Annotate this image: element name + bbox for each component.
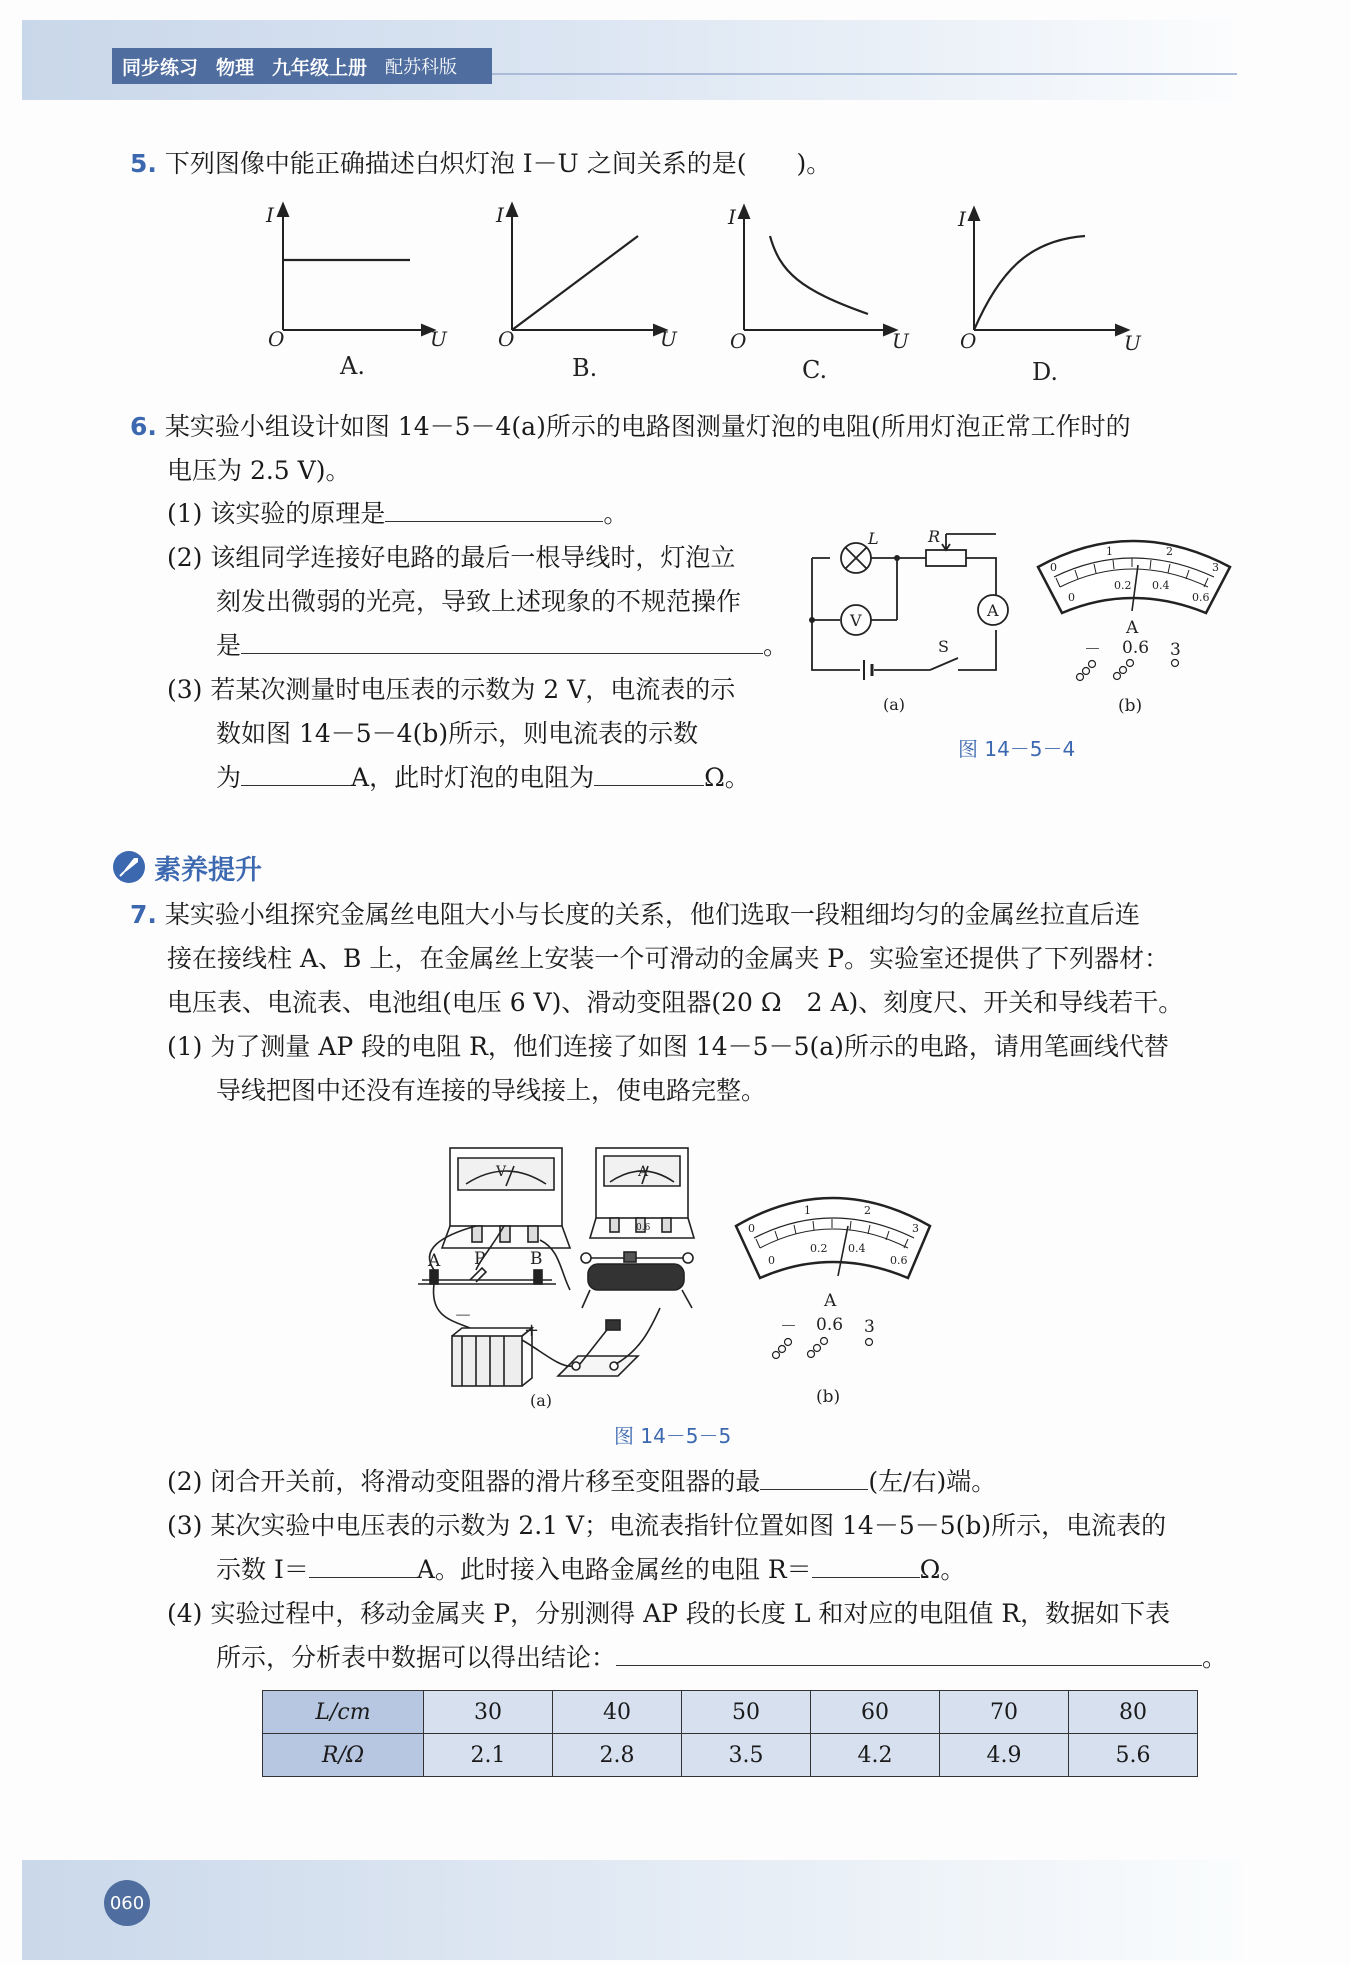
terminal-0-6: 0.6 bbox=[1122, 638, 1150, 658]
label-switch: S bbox=[938, 637, 949, 656]
option-c: C. bbox=[802, 356, 828, 384]
scale-top-3: 3 bbox=[1212, 561, 1219, 574]
data-table bbox=[262, 1690, 1198, 1777]
q6-number: 6. bbox=[130, 412, 157, 441]
scale5-top-0: 0 bbox=[748, 1222, 755, 1235]
q6-sub3-l3a: 为 bbox=[216, 763, 242, 792]
voltmeter-label: V bbox=[496, 1164, 507, 1180]
graph-d-x-label: U bbox=[1124, 331, 1141, 355]
ammeter-label: A bbox=[638, 1164, 649, 1180]
q5-text: 下列图像中能正确描述白炽灯泡 I－U 之间关系的是( )。 bbox=[164, 149, 832, 178]
graph-b bbox=[507, 204, 666, 335]
battery-minus: － bbox=[454, 1306, 472, 1327]
fig4-caption: 图 14－5－4 bbox=[958, 737, 1076, 761]
scale5-top-2: 2 bbox=[864, 1204, 871, 1217]
table-row-length bbox=[263, 1691, 1198, 1734]
ammeter-range-label: 0.6 bbox=[636, 1223, 651, 1233]
section-title-text: 素养提升 bbox=[154, 854, 262, 886]
q6-sub1 bbox=[167, 492, 628, 536]
table-cell: 50 bbox=[682, 1691, 811, 1734]
q7-sub4-blank[interactable] bbox=[616, 1637, 1202, 1666]
q6-sub3-l1: (3) 若某次测量时电压表的示数为 2 V，电流表的示 bbox=[167, 675, 736, 704]
switch-device bbox=[558, 1320, 638, 1376]
fig4-sub-b: (b) bbox=[1118, 696, 1143, 716]
scale5-top-3: 3 bbox=[912, 1222, 919, 1235]
q5-graphs bbox=[0, 0, 1350, 400]
page-number: 060 bbox=[104, 1880, 150, 1926]
ammeter-dial-b bbox=[1030, 525, 1240, 725]
terminal5-minus: － bbox=[780, 1317, 797, 1337]
q7-sub2 bbox=[167, 1460, 996, 1504]
table-cell: 3.5 bbox=[682, 1734, 811, 1777]
q6-sub2-blank[interactable] bbox=[241, 625, 763, 654]
graph-a bbox=[278, 204, 434, 335]
circuit-diagram-a bbox=[800, 520, 1010, 720]
q6-line2: 电压为 2.5 V)。 bbox=[167, 456, 351, 485]
table-cell: 40 bbox=[553, 1691, 682, 1734]
terminal5-3: 3 bbox=[864, 1317, 875, 1337]
q7-line1: 某实验小组探究金属丝电阻大小与长度的关系，他们选取一段粗细均匀的金属丝拉直后连 bbox=[164, 900, 1140, 929]
table-cell: 60 bbox=[811, 1691, 940, 1734]
graph-a-origin: O bbox=[268, 327, 285, 351]
terminal-minus: － bbox=[1084, 640, 1101, 660]
terminal5-knobs bbox=[773, 1338, 873, 1359]
q6-sub3-blank2[interactable] bbox=[594, 757, 704, 786]
q7-sub2-blank[interactable] bbox=[760, 1461, 868, 1490]
table-cell: 80 bbox=[1069, 1691, 1198, 1734]
q7-sub1-l1: (1) 为了测量 AP 段的电阻 R，他们连接了如图 14－5－5(a)所示的电路，请用笔画线代替 bbox=[167, 1032, 1169, 1061]
fig4-sub-a: (a) bbox=[883, 695, 906, 714]
scale-top-1: 1 bbox=[1106, 545, 1113, 558]
table-head-length: L/cm bbox=[263, 1691, 424, 1734]
table-cell: 70 bbox=[940, 1691, 1069, 1734]
q7-line2: 接在接线柱 A、B 上，在金属丝上安装一个可滑动的金属夹 P。实验室还提供了下列器材： bbox=[167, 944, 1170, 973]
graph-b-origin: O bbox=[498, 327, 515, 351]
rheostat-device bbox=[581, 1252, 693, 1308]
q7-line3: 电压表、电流表、电池组(电压 6 V)、滑动变阻器(20 Ω 2 A)、刻度尺、开关和导线若干。 bbox=[167, 988, 1184, 1017]
q6-sub1-end: 。 bbox=[603, 499, 629, 528]
scale-bottom-2: 0.4 bbox=[1152, 579, 1170, 592]
q7-sub3-l2c: Ω。 bbox=[919, 1555, 966, 1584]
table-head-resistance: R/Ω bbox=[263, 1734, 424, 1777]
graph-c bbox=[739, 206, 896, 335]
scale-top-2: 2 bbox=[1166, 545, 1173, 558]
q7-sub3-l2 bbox=[216, 1548, 965, 1592]
q7-sub1-l2: 导线把图中还没有连接的导线接上，使电路完整。 bbox=[216, 1076, 767, 1105]
option-a: A. bbox=[340, 352, 365, 380]
q7-sub2-b: (左/右)端。 bbox=[868, 1467, 997, 1496]
table-row-resistance bbox=[263, 1734, 1198, 1777]
q6-sub2-l3 bbox=[216, 624, 788, 668]
ammeter-dial-5b bbox=[730, 1180, 940, 1410]
q6-sub1-text: (1) 该实验的原理是 bbox=[167, 499, 386, 528]
battery-plus: + bbox=[524, 1320, 540, 1341]
q7-sub4-l1: (4) 实验过程中，移动金属夹 P，分别测得 AP 段的长度 L 和对应的电阻值 R，数据如下表 bbox=[167, 1599, 1171, 1628]
header-part-1: 同步练习 bbox=[122, 56, 199, 79]
table-cell: 30 bbox=[424, 1691, 553, 1734]
label-ammeter: A bbox=[987, 601, 999, 620]
graph-c-origin: O bbox=[730, 329, 747, 353]
option-d: D. bbox=[1032, 358, 1059, 386]
terminal5-0-6: 0.6 bbox=[816, 1315, 844, 1335]
scale-top-0: 0 bbox=[1050, 561, 1057, 574]
graph-d bbox=[969, 208, 1128, 335]
q7-sub4-end: 。 bbox=[1202, 1643, 1228, 1672]
table-cell: 4.9 bbox=[940, 1734, 1069, 1777]
meter-unit: A bbox=[1126, 618, 1139, 638]
graph-b-y-label: I bbox=[496, 203, 504, 227]
scale5-bottom-2: 0.4 bbox=[848, 1242, 866, 1255]
label-a: A bbox=[428, 1251, 441, 1271]
q7-sub3-l2a: 示数 I＝ bbox=[216, 1555, 309, 1584]
graph-b-x-label: U bbox=[660, 327, 677, 351]
scale5-bottom-1: 0.2 bbox=[810, 1242, 828, 1255]
rocket-icon bbox=[112, 850, 146, 884]
terminal-knobs bbox=[1077, 660, 1179, 681]
section-title bbox=[112, 845, 262, 889]
label-p: P bbox=[474, 1249, 486, 1269]
voltmeter-device bbox=[442, 1148, 570, 1248]
q6-line1: 某实验小组设计如图 14－5－4(a)所示的电路图测量灯泡的电阻(所用灯泡正常工作时的 bbox=[164, 412, 1131, 441]
q7-sub3-l1: (3) 某次实验中电压表的示数为 2.1 V；电流表指针位置如图 14－5－5(b)所示，电流表的 bbox=[167, 1511, 1167, 1540]
header-edition: 配苏科版 bbox=[385, 57, 458, 78]
q7-stem bbox=[130, 893, 1140, 937]
q5-number: 5. bbox=[130, 149, 157, 178]
q6-sub2-l1: (2) 该组同学连接好电路的最后一根导线时，灯泡立 bbox=[167, 543, 736, 572]
graph-d-y-label: I bbox=[958, 207, 966, 231]
q6-stem bbox=[130, 405, 1131, 449]
q7-number: 7. bbox=[130, 900, 157, 929]
scale5-top-1: 1 bbox=[804, 1204, 811, 1217]
label-b: B bbox=[530, 1249, 543, 1269]
graph-d-origin: O bbox=[960, 329, 977, 353]
label-rheostat: R bbox=[928, 527, 941, 546]
scale-bottom-3: 0.6 bbox=[1192, 591, 1210, 604]
table-cell: 2.1 bbox=[424, 1734, 553, 1777]
table-cell: 5.6 bbox=[1069, 1734, 1198, 1777]
q6-sub3-blank1[interactable] bbox=[241, 757, 351, 786]
graph-a-x-label: U bbox=[430, 327, 447, 351]
graph-a-y-label: I bbox=[266, 203, 274, 227]
label-voltmeter: V bbox=[850, 611, 862, 630]
graph-c-x-label: U bbox=[892, 329, 909, 353]
q6-sub2-l3-text: 是 bbox=[216, 631, 242, 660]
footer-bar bbox=[22, 1860, 1242, 1960]
q6-sub2-l2: 刻发出微弱的光亮，导致上述现象的不规范操作 bbox=[216, 587, 742, 616]
terminal-3: 3 bbox=[1170, 640, 1181, 660]
scale-bottom-0: 0 bbox=[1068, 591, 1075, 604]
scale5-bottom-3: 0.6 bbox=[890, 1254, 908, 1267]
q7-sub2-a: (2) 闭合开关前，将滑动变阻器的滑片移至变阻器的最 bbox=[167, 1467, 761, 1496]
label-lamp: L bbox=[868, 529, 879, 548]
fig5-sub-a: (a) bbox=[530, 1391, 553, 1410]
scale5-bottom-0: 0 bbox=[768, 1254, 775, 1267]
q7-sub3-l2b: A。此时接入电路金属丝的电阻 R＝ bbox=[416, 1555, 812, 1584]
q7-sub4-l2-text: 所示，分析表中数据可以得出结论： bbox=[216, 1643, 617, 1672]
battery-device bbox=[452, 1328, 532, 1386]
apparatus-figure-a bbox=[410, 1140, 710, 1410]
q6-sub3-l3c: Ω。 bbox=[704, 763, 750, 792]
q6-sub1-blank[interactable] bbox=[385, 493, 603, 522]
q6-sub2-end: 。 bbox=[763, 631, 789, 660]
table-cell: 2.8 bbox=[553, 1734, 682, 1777]
fig5-caption: 图 14－5－5 bbox=[614, 1424, 732, 1448]
fig5-sub-b: (b) bbox=[816, 1387, 841, 1407]
table-cell: 4.2 bbox=[811, 1734, 940, 1777]
q7-sub3-blank2[interactable] bbox=[812, 1549, 920, 1578]
meter5-unit: A bbox=[824, 1291, 837, 1311]
header-part-3: 九年级上册 bbox=[272, 56, 368, 79]
q6-sub3-l3 bbox=[216, 756, 750, 800]
q6-sub3-l3b: A，此时灯泡的电阻为 bbox=[351, 763, 595, 792]
q6-sub3-l2: 数如图 14－5－4(b)所示，则电流表的示数 bbox=[216, 719, 699, 748]
header-part-2: 物理 bbox=[216, 56, 255, 79]
q7-sub4-l2 bbox=[216, 1636, 1227, 1680]
option-b: B. bbox=[572, 354, 598, 382]
graph-c-y-label: I bbox=[728, 205, 736, 229]
scale-bottom-1: 0.2 bbox=[1114, 579, 1132, 592]
q7-sub3-blank1[interactable] bbox=[309, 1549, 417, 1578]
